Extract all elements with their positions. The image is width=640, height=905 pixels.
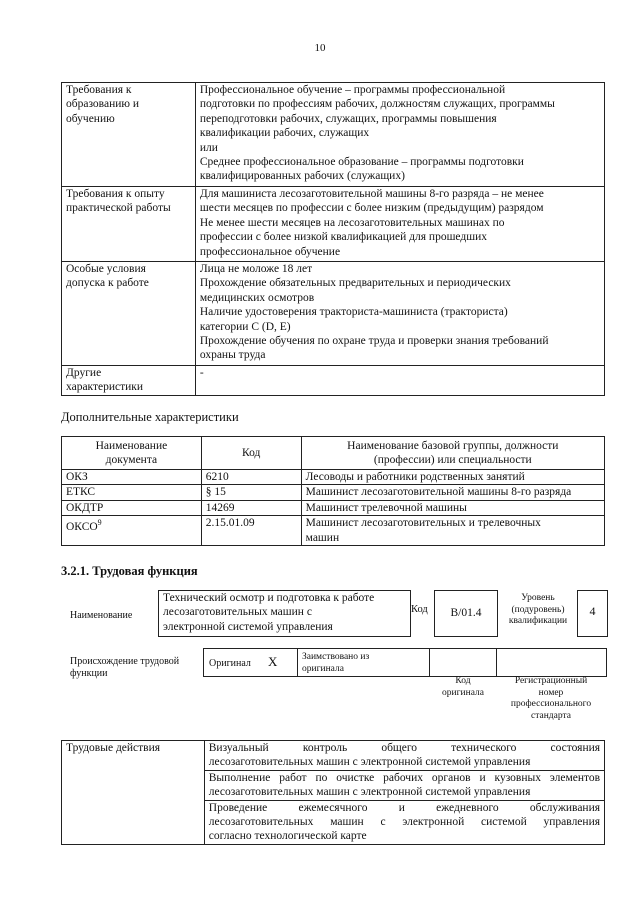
action-item: Визуальный контроль общего технического состояния лесозаготовительных машин с электронной системой управления bbox=[204, 741, 604, 771]
cell-code: § 15 bbox=[201, 485, 301, 500]
row-content: - bbox=[195, 366, 604, 396]
cell-doc: ОКСО$^9$ bbox=[62, 516, 202, 546]
header-code: Код bbox=[201, 437, 301, 470]
function-heading: 3.2.1. Трудовая функция bbox=[61, 564, 198, 578]
table-row bbox=[62, 470, 605, 485]
table-row bbox=[62, 83, 605, 187]
original-label: Оригинал bbox=[209, 658, 251, 669]
cell-code: 2.15.01.09 bbox=[201, 516, 301, 546]
cell-doc: ЕТКС bbox=[62, 485, 202, 500]
cell-doc: ОКДТР bbox=[62, 500, 202, 515]
labor-actions-table bbox=[61, 740, 605, 845]
cell-name: Машинист лесозаготовительных и трелевочных машин bbox=[301, 516, 604, 546]
row-content: Для машиниста лесозаготовительной машины 8-го разряда – не менее шести месяцев по профессии с более низким (предыдущим) разрядом Не менее шести месяцев на лесозаготовительных машинах по профессии с более низкой квалификацией для прошедших профессиональное обучение bbox=[195, 187, 604, 262]
cell-code: 14269 bbox=[201, 500, 301, 515]
additional-table bbox=[61, 436, 605, 546]
code-label: Код bbox=[411, 604, 428, 615]
row-label: Другие характеристики bbox=[62, 366, 196, 396]
table-row bbox=[62, 485, 605, 500]
cell-name: Лесоводы и работники родственных занятий bbox=[301, 470, 604, 485]
row-label: Особые условия допуска к работе bbox=[62, 262, 196, 366]
reg-number-label: Регистрационный номер профессионального стандарта bbox=[510, 676, 592, 721]
origin-divider bbox=[429, 648, 430, 676]
requirements-table bbox=[61, 82, 605, 396]
header-group-name: Наименование базовой группы, должности (профессии) или специальности bbox=[301, 437, 604, 470]
footnote-mark: 9 bbox=[97, 518, 102, 528]
origin-divider bbox=[496, 648, 497, 676]
row-label: Требования к образованию и обучению bbox=[62, 83, 196, 187]
table-row bbox=[62, 500, 605, 515]
borrowed-label: Заимствовано из оригинала bbox=[302, 652, 370, 674]
table-header-row bbox=[62, 437, 605, 470]
original-mark: X bbox=[268, 654, 278, 669]
origin-divider bbox=[297, 648, 298, 676]
code-value-box: B/01.4 bbox=[434, 590, 498, 637]
origin-box bbox=[203, 648, 607, 677]
row-content: Профессиональное обучение – программы профессиональной подготовки по профессиям рабочих, должностям служащих, программы переподготовки рабочих, служащих, программы повышения квалификации рабочих, служащих или Среднее профессиональное образование – программы подготовки квалифицированных рабочих (служащих) bbox=[195, 83, 604, 187]
table-row bbox=[62, 516, 605, 546]
cell-name: Машинист трелевочной машины bbox=[301, 500, 604, 515]
header-doc-name: Наименование документа bbox=[62, 437, 202, 470]
row-content: Лица не моложе 18 лет Прохождение обязательных предварительных и периодических медицинских осмотров Наличие удостоверения тракториста-машиниста (тракториста) категории C (D, E) Прохождение обучения по охране труда и проверки знания требований охраны труда bbox=[195, 262, 604, 366]
name-label: Наименование bbox=[70, 610, 133, 621]
level-value-box: 4 bbox=[577, 590, 608, 637]
table-row bbox=[62, 262, 605, 366]
origin-label: Происхождение трудовой функции bbox=[70, 656, 180, 679]
cell-doc: ОКЗ bbox=[62, 470, 202, 485]
row-label: Требования к опыту практической работы bbox=[62, 187, 196, 262]
level-label: Уровень (подуровень) квалификации bbox=[508, 593, 568, 626]
cell-code: 6210 bbox=[201, 470, 301, 485]
table-row bbox=[62, 187, 605, 262]
action-item: Проведение ежемесячного и ежедневного обслуживания лесозаготовительных машин с электронной системой управления согласно технологической карте bbox=[204, 800, 604, 844]
table-row bbox=[62, 741, 605, 771]
action-item: Выполнение работ по очистке рабочих органов и кузовных элементов лесозаготовительных машин с электронной системой управления bbox=[204, 770, 604, 800]
additional-title: Дополнительные характеристики bbox=[61, 410, 239, 424]
code-origin-label: Код оригинала bbox=[442, 676, 484, 698]
cell-name: Машинист лесозаготовительной машины 8-го разряда bbox=[301, 485, 604, 500]
page-number: 10 bbox=[314, 42, 326, 54]
function-name-box: Технический осмотр и подготовка к работе лесозаготовительных машин с электронной системой управления bbox=[158, 590, 411, 637]
table-row bbox=[62, 366, 605, 396]
actions-label: Трудовые действия bbox=[62, 741, 205, 845]
